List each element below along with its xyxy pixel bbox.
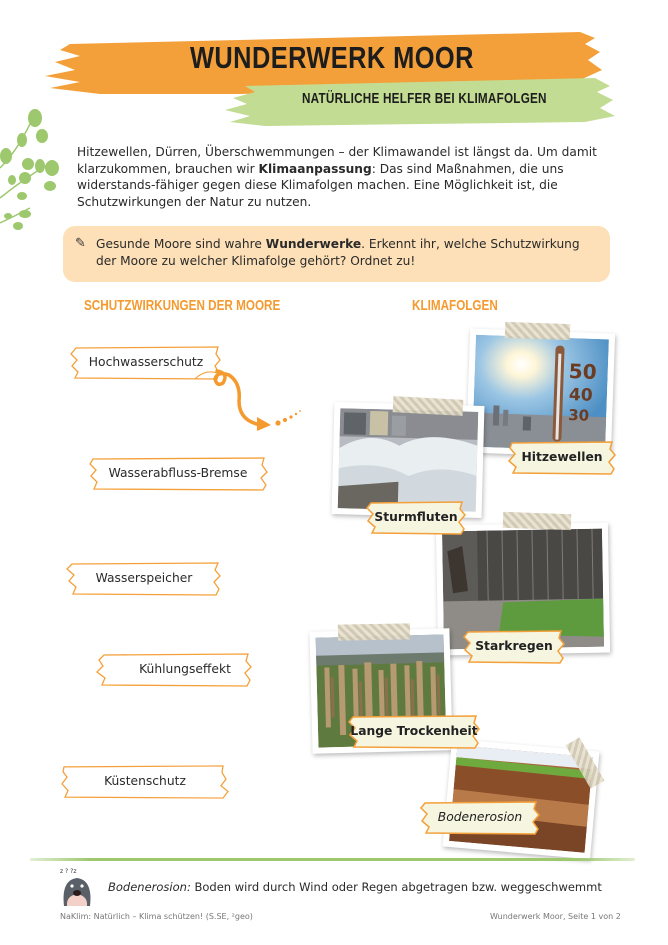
protection-label: Wasserspeicher — [95, 571, 193, 585]
consequence-label-trockenheit — [348, 715, 480, 749]
consequence-label: Sturmfluten — [374, 510, 458, 524]
protection-tag[interactable] — [96, 653, 252, 687]
protection-tag[interactable] — [60, 765, 230, 799]
protection-label: Wasserabfluss-Bremse — [108, 466, 248, 480]
intro-keyword: Klimaanpassung — [258, 161, 372, 176]
photo-card — [466, 329, 615, 458]
thermometer-sun-photo — [472, 335, 609, 452]
task-text — [96, 236, 596, 269]
consequence-label: Hitzewellen — [521, 450, 603, 464]
consequence-label: Bodenerosion — [437, 810, 523, 824]
task-text-1: Gesunde Moore sind wahre — [96, 237, 266, 251]
task-box — [63, 226, 610, 282]
glossary-entry — [108, 880, 602, 894]
protection-label: Kühlungseffekt — [139, 662, 231, 676]
protection-tag[interactable] — [88, 457, 268, 491]
protection-label: Hochwasserschutz — [88, 355, 204, 369]
glossary-definition: Boden wird durch Wind oder Regen abgetragen bzw. weggeschwemmt — [190, 880, 602, 894]
footer-divider — [30, 858, 635, 861]
protections-heading: SCHUTZWIRKUNGEN DER MOORE — [84, 297, 281, 314]
svg-text:40: 40 — [568, 385, 593, 406]
task-keyword: Wunderwerke — [265, 237, 362, 251]
consequence-label-hitzewellen — [508, 441, 616, 475]
consequence-label-starkregen — [463, 630, 565, 664]
footer-left: NaKlim: Natürlich – Klima schützen! (S.SE, ²geo) — [60, 912, 253, 921]
consequence-label: Lange Trockenheit — [350, 724, 478, 738]
consequence-label-bodenerosion — [420, 801, 540, 835]
page-title: WUNDERWERK MOOR — [190, 40, 474, 75]
consequences-heading: KLIMAFOLGEN — [412, 297, 498, 314]
intro-paragraph — [77, 144, 617, 210]
leaves-icon — [0, 108, 60, 233]
tape-strip — [338, 623, 410, 640]
soil-erosion-photo — [449, 745, 593, 852]
seal-mascot-icon — [58, 866, 96, 908]
task-text-2: . Erkennt ihr, welche Schutzwirkung der Moore zu welcher Klimafolge gehört? Ordnet zu! — [96, 237, 580, 268]
tape-strip — [503, 512, 572, 530]
pencil-icon: ✎ — [75, 236, 86, 251]
storm-surge-photo — [338, 408, 479, 512]
svg-text:z ? ?z: z ? ?z — [60, 868, 77, 875]
intro-text-1: Hitzewellen, Dürren, Überschwemmungen – der Klimawandel ist längst da. Um damit klarzukommen, brauchen wir — [77, 145, 597, 176]
example-arrow-icon — [195, 365, 305, 435]
footer-right: Wunderwerk Moor, Seite 1 von 2 — [490, 912, 621, 921]
svg-text:30: 30 — [567, 405, 590, 425]
protection-label: Küstenschutz — [104, 774, 186, 788]
glossary-term: Bodenerosion: — [108, 880, 191, 894]
intro-text-2: : Das sind Maßnahmen, die uns widerstands-fähiger gegen diese Klimafolgen machen. Eine Möglichkeit ist, die Schutzwirkungen der Natur zu nutzen. — [77, 161, 564, 209]
consequence-label-sturmfluten — [366, 501, 466, 535]
tape-strip — [505, 322, 571, 340]
protection-tag[interactable] — [66, 562, 222, 596]
svg-text:50: 50 — [568, 358, 598, 384]
page-subtitle: NATÜRLICHE HELFER BEI KLIMAFOLGEN — [302, 90, 547, 107]
consequence-label: Starkregen — [475, 639, 553, 653]
